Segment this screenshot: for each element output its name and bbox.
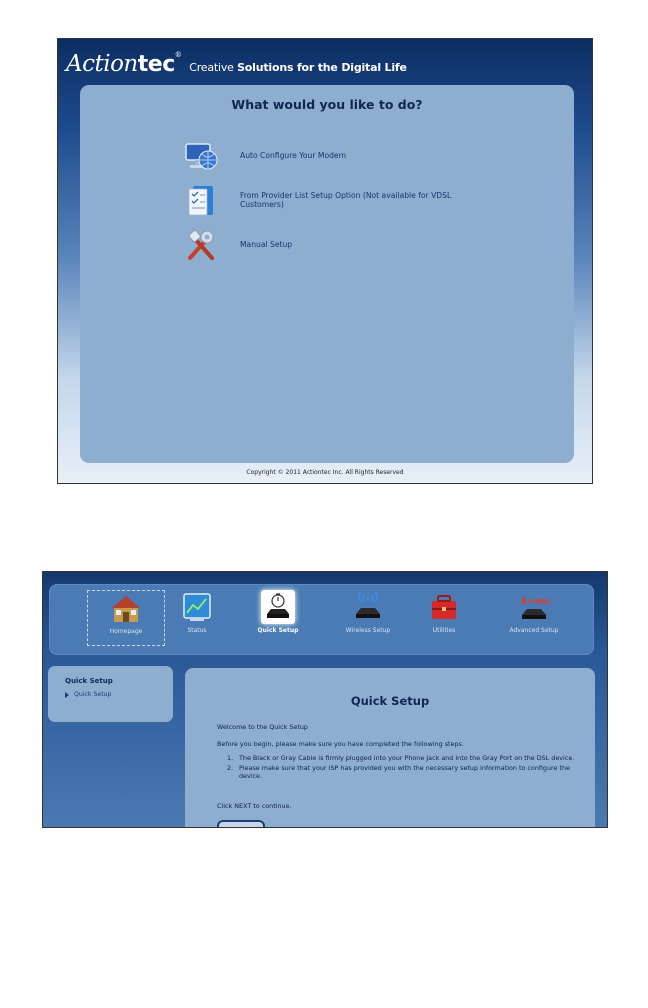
sidebar-item-label[interactable]: Quick Setup	[74, 691, 112, 698]
option-label[interactable]: From Provider List Setup Option (Not available for VDSL Customers)	[240, 190, 452, 209]
copyright-footer: Copyright © 2011 Actiontec Inc. All Rights Reserved	[246, 469, 404, 476]
nav-label: Status	[187, 627, 207, 634]
page-title: Quick Setup	[350, 694, 430, 708]
option-manual-setup[interactable]	[184, 228, 292, 262]
tools-icon	[184, 228, 218, 262]
nav-advanced-setup[interactable]	[495, 590, 573, 646]
svg-text:E=mc²: E=mc²	[521, 597, 551, 607]
toolbox-icon	[427, 590, 461, 624]
nav-label: Utilities	[432, 627, 456, 634]
list-item: 1. The Black or Gray Cable is firmly plugged into your Phone Jack and into the Gray Port on the DSL device.	[227, 754, 575, 762]
actiontec-logo: Actiontec®	[66, 51, 182, 77]
option-label[interactable]: Auto Configure Your Modem	[240, 151, 346, 161]
options-panel	[80, 85, 574, 463]
monitor-globe-icon	[184, 139, 218, 173]
setup-wizard-screen	[57, 38, 593, 484]
nav-label: Homepage	[109, 628, 143, 635]
nav-wireless-setup[interactable]	[329, 590, 407, 646]
sidebar-heading: Quick Setup	[65, 677, 113, 685]
nav-quick-setup[interactable]	[239, 590, 317, 646]
continue-text: Click NEXT to continue.	[217, 802, 292, 810]
house-icon	[109, 591, 143, 625]
list-item: 2. Please make sure that your ISP has provided you with the necessary setup information to configure the device.	[227, 763, 570, 781]
sidebar	[48, 666, 173, 722]
next-button[interactable]	[217, 820, 265, 828]
wireless-router-icon	[351, 590, 385, 624]
checklist-book-icon	[184, 183, 218, 217]
nav-homepage[interactable]	[87, 590, 165, 646]
welcome-text: Welcome to the Quick Setup	[217, 723, 308, 731]
nav-label: Quick Setup	[257, 627, 299, 634]
status-chart-icon	[180, 590, 214, 624]
nav-label: Wireless Setup	[345, 627, 391, 634]
nav-label: Advanced Setup	[509, 627, 559, 634]
nav-status[interactable]	[158, 590, 236, 646]
quick-setup-screen	[42, 571, 608, 828]
option-provider-list[interactable]	[184, 183, 470, 217]
option-label[interactable]: Manual Setup	[240, 240, 293, 250]
nav-utilities[interactable]	[405, 590, 483, 646]
page-title: What would you like to do?	[231, 97, 423, 112]
main-content	[185, 668, 595, 828]
intro-text: Before you begin, please make sure you have completed the following steps.	[217, 740, 464, 748]
brand-tagline: Creative Solutions for the Digital Life	[189, 61, 407, 74]
brand-header	[66, 47, 407, 77]
steps-list	[217, 754, 587, 782]
emc2-router-icon	[517, 590, 551, 624]
stopwatch-router-icon	[261, 590, 295, 624]
sidebar-item-quick-setup[interactable]	[65, 691, 111, 698]
option-auto-configure[interactable]	[184, 139, 346, 173]
top-navigation	[49, 584, 594, 655]
triangle-right-icon	[65, 692, 69, 698]
